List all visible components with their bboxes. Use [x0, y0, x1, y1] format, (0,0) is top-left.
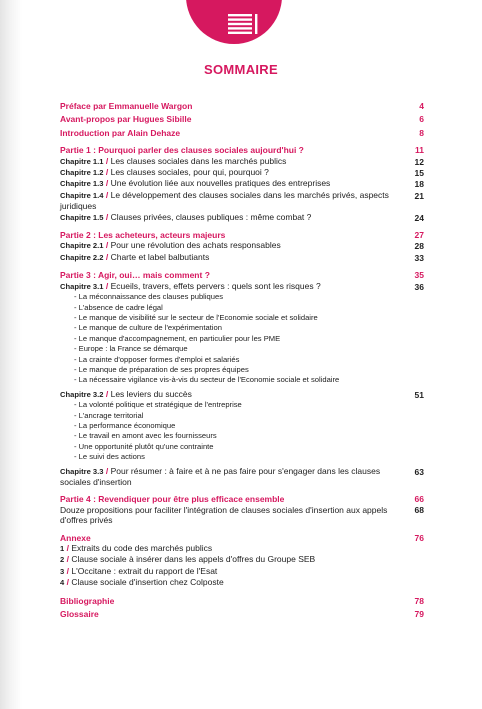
- sub-item: - L'ancrage territorial: [74, 410, 144, 420]
- page-number: 51: [414, 389, 424, 400]
- chapter-number: Chapitre 2.1: [60, 241, 104, 251]
- annexe-item[interactable]: 1 / Extraits du code des marchés publics: [60, 543, 213, 554]
- annexe-item[interactable]: 3 / L'Occitane : extrait du rapport de l'Esat: [60, 565, 218, 576]
- chapter-number: Chapitre 1.4: [60, 190, 104, 200]
- entry-label: Le développement des clauses sociales dans les marchés privés, aspects juridiques: [60, 189, 389, 212]
- chapter-number: Chapitre 3.3: [60, 466, 104, 476]
- annexe-item[interactable]: 2 / Clause sociale à insérer dans les appels d'offres du Groupe SEB: [60, 554, 316, 565]
- toc-part-4[interactable]: [60, 494, 424, 504]
- page-number: 78: [414, 595, 424, 606]
- entry-label: Extraits du code des marchés publics: [71, 543, 213, 554]
- page-title: SOMMAIRE: [204, 62, 278, 77]
- toc-part-3[interactable]: [60, 270, 424, 280]
- toc-chapter[interactable]: Chapitre 3.1 / Ecueils, travers, effets pervers : quels sont les risques ? 36: [60, 280, 424, 292]
- sub-item: - Le travail en amont avec les fournisseurs: [74, 431, 217, 441]
- page-number: 63: [414, 466, 424, 477]
- page-number: 68: [414, 504, 424, 515]
- annexe-number: 2: [60, 555, 65, 565]
- toc-chapter[interactable]: Chapitre 3.2 / Les leviers du succès 51: [60, 388, 424, 400]
- entry-label: L'Occitane : extrait du rapport de l'Esat: [71, 565, 218, 576]
- page-number: 35: [414, 270, 424, 281]
- entry-label: Clause sociale à insérer dans les appels d'offres du Groupe SEB: [71, 554, 316, 565]
- page-number: 33: [414, 252, 424, 263]
- annexe-number: 1: [60, 544, 65, 554]
- page-number: 18: [414, 179, 424, 190]
- sub-item: - L'absence de cadre légal: [74, 302, 163, 312]
- page-number: 15: [414, 168, 424, 179]
- document-lines-icon: [228, 14, 262, 34]
- annexe-item[interactable]: 4 / Clause sociale d'insertion chez Colposte: [60, 577, 224, 588]
- sub-item: - Europe : la France se démarque: [74, 344, 188, 354]
- sub-item: - Le suivi des actions: [74, 452, 145, 462]
- page-number: 4: [419, 101, 424, 111]
- entry-label: Introduction par Alain Dehaze: [60, 127, 181, 138]
- entry-label: Bibliographie: [60, 595, 115, 606]
- entry-label: Les clauses sociales dans les marchés publics: [110, 155, 287, 166]
- entry-label: Partie 4 : Revendiquer pour être plus efficace ensemble: [60, 494, 285, 505]
- annexe-number: 4: [60, 578, 65, 588]
- entry-label: Les clauses sociales, pour qui, pourquoi ?: [110, 167, 269, 178]
- toc-part-1[interactable]: [60, 145, 424, 155]
- chapter-number: Chapitre 1.3: [60, 179, 104, 189]
- toc-chapter[interactable]: Chapitre 1.5 / Clauses privées, clauses publiques : même combat ? 24: [60, 211, 424, 223]
- page-number: 11: [415, 145, 424, 156]
- chapter-number: Chapitre 3.1: [60, 281, 104, 291]
- page-number: 66: [414, 494, 424, 505]
- chapter-number: Chapitre 1.2: [60, 168, 104, 178]
- annexe-number: 3: [60, 566, 65, 576]
- sub-item: - Une opportunité plutôt qu'une contrainte: [74, 441, 214, 451]
- toc-annexe[interactable]: [60, 533, 424, 543]
- toc-chapter[interactable]: Chapitre 3.3 / Pour résumer : à faire et à ne pas faire pour s'engager dans les clauses sociales d'insertion 63: [60, 465, 424, 487]
- entry-label: Préface par Emmanuelle Wargon: [60, 101, 193, 111]
- page-number: 21: [414, 190, 424, 201]
- toc-chapter[interactable]: Chapitre 2.2 / Charte et label balbutiants 33: [60, 251, 424, 263]
- toc-chapter[interactable]: Chapitre 1.2 / Les clauses sociales, pour qui, pourquoi ? 15: [60, 167, 424, 179]
- toc-chapter[interactable]: Chapitre 1.3 / Une évolution liée aux nouvelles pratiques des entreprises 18: [60, 178, 424, 190]
- sub-item: - La crainte d'opposer formes d'emploi et salariés: [74, 354, 240, 364]
- toc-glossaire[interactable]: [60, 609, 424, 619]
- entry-label: Clause sociale d'insertion chez Colposte: [71, 577, 224, 588]
- entry-label: Pour une révolution des achats responsables: [110, 240, 281, 251]
- sub-item: - La volonté politique et stratégique de l'entreprise: [74, 400, 242, 410]
- page-number: 12: [414, 156, 424, 167]
- page-number: 36: [414, 281, 424, 292]
- entry-label: Partie 3 : Agir, oui… mais comment ?: [60, 270, 210, 281]
- entry-label: Les leviers du succès: [110, 388, 192, 399]
- page-number: 27: [414, 230, 424, 241]
- entry-label: Partie 1 : Pourquoi parler des clauses sociales aujourd'hui ?: [60, 145, 304, 156]
- entry-label: Glossaire: [60, 609, 99, 620]
- entry-label: Pour résumer : à faire et à ne pas faire pour s'engager dans les clauses sociales d'insertion: [60, 465, 381, 487]
- entry-label: Charte et label balbutiants: [110, 251, 210, 262]
- page-number: 28: [414, 241, 424, 252]
- toc-chapter[interactable]: Chapitre 2.1 / Pour une révolution des achats responsables 28: [60, 240, 424, 252]
- toc-chapter[interactable]: Chapitre 1.1 / Les clauses sociales dans les marchés publics 12: [60, 155, 424, 167]
- page-number: 79: [414, 609, 424, 620]
- sub-item: - La nécessaire vigilance vis-à-vis du secteur de l'Economie sociale et solidaire: [74, 375, 340, 385]
- chapter-number: Chapitre 3.2: [60, 389, 104, 399]
- entry-label: Annexe: [60, 532, 91, 543]
- sub-item: - Le manque de visibilité sur le secteur de l'Economie sociale et solidaire: [74, 312, 318, 322]
- toc-intro-avant-propos[interactable]: [60, 114, 424, 124]
- table-of-contents: [60, 101, 424, 619]
- sub-item: - La performance économique: [74, 420, 176, 430]
- entry-label: Une évolution liée aux nouvelles pratiques des entreprises: [110, 178, 331, 189]
- sub-item: - Le manque de préparation de ses propres équipes: [74, 364, 249, 374]
- entry-label: Partie 2 : Les acheteurs, acteurs majeurs: [60, 230, 226, 241]
- toc-entry[interactable]: [60, 505, 424, 526]
- sub-item: - Le manque d'accompagnement, en particulier pour les PME: [74, 333, 281, 343]
- sub-item: - Le manque de culture de l'expérimentation: [74, 323, 222, 333]
- toc-chapter[interactable]: Chapitre 1.4 / Le développement des clauses sociales dans les marchés privés, aspects juridiques 21: [60, 189, 424, 212]
- page-number: 8: [419, 127, 424, 138]
- page-number: 6: [419, 114, 424, 125]
- entry-label: Ecueils, travers, effets pervers : quels sont les risques ?: [110, 280, 321, 291]
- toc-intro-introduction[interactable]: [60, 128, 424, 138]
- page-shadow: [0, 0, 22, 709]
- chapter-number: Chapitre 1.5: [60, 212, 104, 222]
- entry-label: Douze propositions pour faciliter l'intégration de clauses sociales d'insertion aux appels d'offres privés: [60, 504, 388, 526]
- chapter-number: Chapitre 1.1: [60, 156, 104, 166]
- page-number: 76: [414, 532, 424, 543]
- entry-label: Avant-propos par Hugues Sibille: [60, 114, 192, 125]
- page-number: 24: [414, 212, 424, 223]
- toc-part-2[interactable]: [60, 230, 424, 240]
- toc-bibliographie[interactable]: [60, 596, 424, 606]
- entry-label: Clauses privées, clauses publiques : même combat ?: [110, 211, 312, 222]
- sub-item: - La méconnaissance des clauses publiques: [74, 292, 224, 302]
- chapter-number: Chapitre 2.2: [60, 252, 104, 262]
- toc-intro-preface[interactable]: [60, 101, 424, 111]
